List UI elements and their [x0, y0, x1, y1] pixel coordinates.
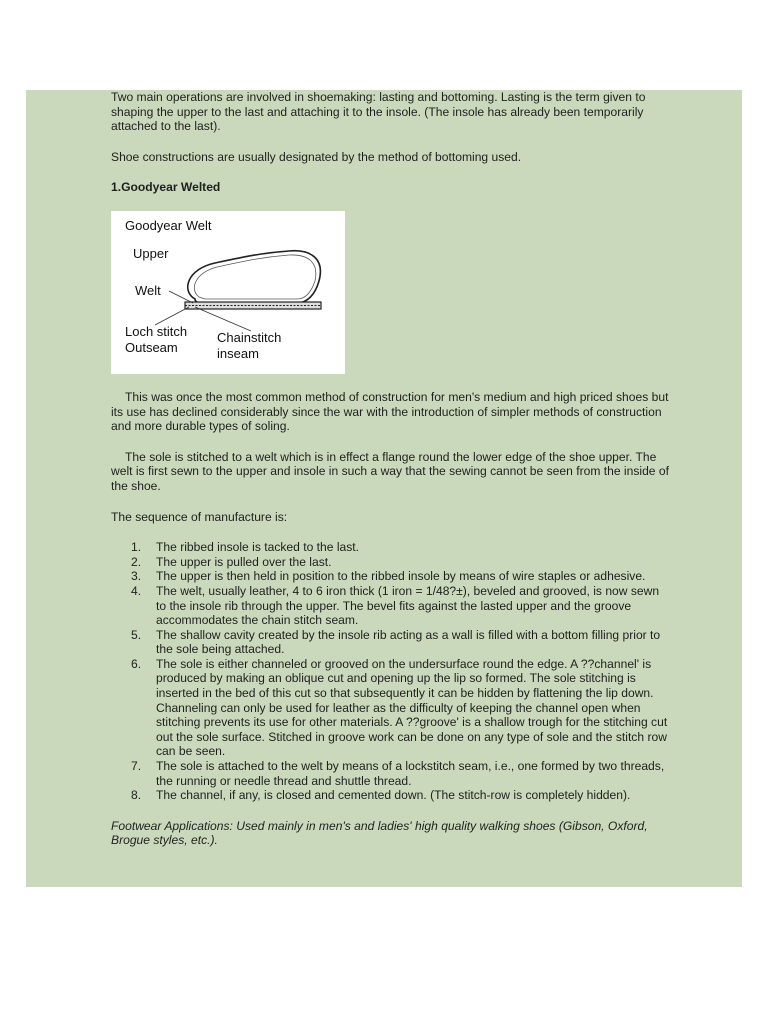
list-text: The upper is pulled over the last. — [156, 554, 332, 569]
goodyear-welt-diagram — [111, 211, 345, 374]
common-method-paragraph: This was once the most common method of construction for men's medium and high priced shoes but its use has declined considerably since the war with the introduction of simpler methods of construction and more durable types of soling. — [111, 389, 669, 434]
list-number: 7. — [131, 759, 142, 774]
list-text: The ribbed insole is tacked to the last. — [156, 540, 360, 555]
label-chainstitch: Chainstitch — [217, 329, 282, 345]
list-number: 2. — [131, 554, 142, 569]
list-item — [131, 657, 671, 759]
list-item — [131, 584, 671, 628]
label-loch-stitch: Loch stitch — [125, 323, 188, 339]
constructions-paragraph: Shoe constructions are usually designated by the method of bottoming used. — [111, 149, 522, 164]
shoe-upper-outline — [188, 251, 321, 303]
diagram-title: Goodyear Welt — [125, 217, 212, 233]
list-item — [131, 569, 671, 584]
list-number: 4. — [131, 583, 142, 598]
intro-paragraph: Two main operations are involved in shoemaking: lasting and bottoming. Lasting is the term given to shaping the upper to the last and attaching it to the insole. (The insole has already been temporarily attached to the last). — [111, 90, 646, 134]
section-heading: 1.Goodyear Welted — [111, 180, 221, 195]
list-text: The upper is then held in position to the ribbed insole by means of wire staples or adhesive. — [156, 569, 646, 584]
manufacture-steps-list — [111, 540, 671, 803]
list-text: The shallow cavity created by the insole rib acting as a wall is filled with a bottom filling prior to the sole being attached. — [156, 627, 661, 657]
sole-stitch-paragraph: The sole is stitched to a welt which is in effect a flange round the lower edge of the shoe upper. The welt is first sewn to the upper and insole in such a way that the sewing cannot be seen from the inside of the shoe. — [111, 449, 669, 493]
list-item — [131, 788, 671, 803]
list-item — [131, 628, 671, 657]
shoe-inner-outline — [194, 255, 316, 299]
list-item — [131, 540, 671, 555]
outseam-leader-line — [155, 307, 189, 325]
label-upper: Upper — [133, 245, 169, 261]
list-number: 1. — [131, 540, 142, 555]
list-item — [131, 759, 671, 788]
list-text: The channel, if any, is closed and cemented down. (The stitch-row is completely hidden). — [156, 788, 631, 803]
sequence-intro: The sequence of manufacture is: — [111, 509, 288, 524]
label-inseam: inseam — [217, 345, 259, 361]
list-text: The sole is either channeled or grooved on the undersurface round the edge. A ??channel' is produced by making an oblique cut and opening up the lip so formed. The sole stitching is inserted in the bed of this cut so that subsequently it can be hidden by flattening the lip down. Channeling can only be used for leather as the difficulty of keeping the channel open when stitching prevents its use for other materials. A ??groove' is a shallow trough for the stitching cut out the sole surface. Stitched in groove work can be done on any type of sole and the stitch row can be seen. — [156, 656, 668, 759]
label-outseam: Outseam — [125, 339, 178, 355]
list-number: 3. — [131, 569, 142, 584]
list-number: 6. — [131, 656, 142, 671]
label-welt: Welt — [135, 282, 161, 298]
goodyear-welt-illustration — [111, 211, 345, 374]
document-content — [111, 90, 671, 848]
inseam-leader-line — [195, 307, 251, 331]
footwear-applications: Footwear Applications: Used mainly in men's and ladies' high quality walking shoes (Gibson, Oxford, Brogue styles, etc.). — [111, 818, 648, 848]
list-number: 8. — [131, 788, 142, 803]
list-item — [131, 555, 671, 570]
list-text: The sole is attached to the welt by means of a lockstitch seam, i.e., one formed by two threads, the running or needle thread and shuttle thread. — [156, 759, 665, 788]
list-text: The welt, usually leather, 4 to 6 iron thick (1 iron = 1/48?±), beveled and grooved, is now sewn to the insole rib through the upper. The bevel fits against the lasted upper and the groove accommodates the chain stitch seam. — [156, 583, 660, 628]
list-number: 5. — [131, 627, 142, 642]
